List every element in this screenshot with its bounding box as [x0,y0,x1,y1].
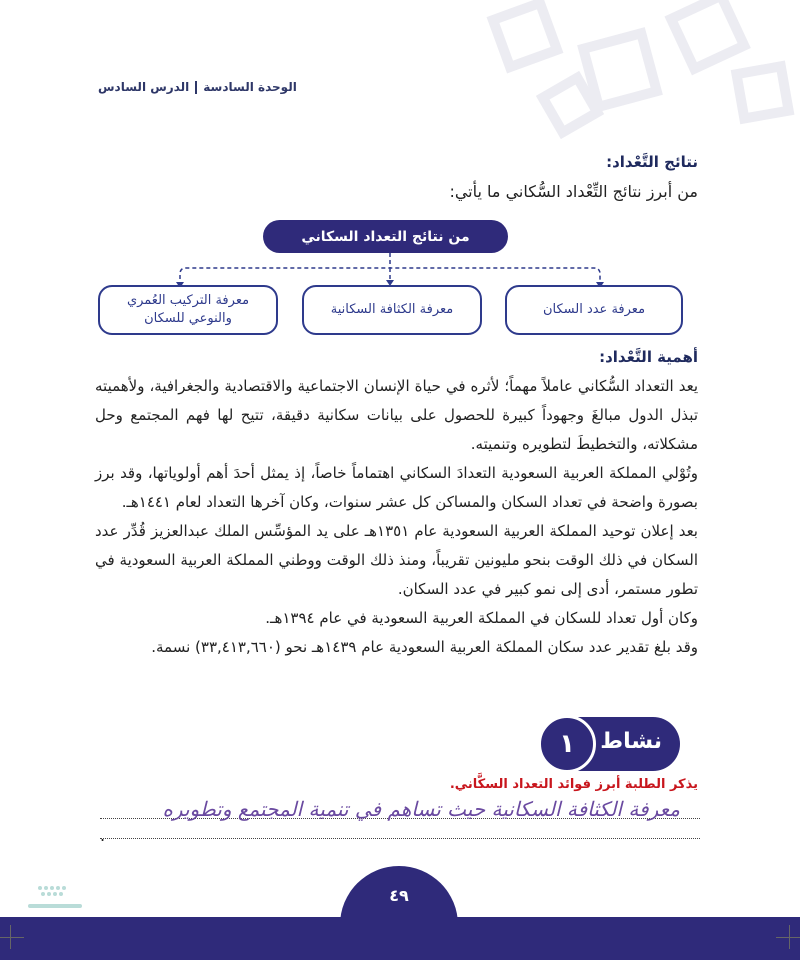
diagram-item-density: معرفة الكثافة السكانية [302,285,482,335]
ministry-logo-icon [20,880,90,920]
importance-body [95,372,698,662]
header-separator [195,81,197,94]
results-intro: من أبرز نتائج التِّعْداد السُّكاني ما يأتي: [449,182,698,201]
activity-task: يذكر الطلبة أبرز فوائد التعداد السكَّاني. [449,777,698,792]
crop-mark-left [0,937,24,938]
footer-bar [0,917,800,960]
paragraph-4: وكان أول تعداد للسكان في المملكة العربية السعودية في عام ١٣٩٤هـ. [265,609,698,627]
results-heading: نتائج التَّعْداد: [606,153,698,171]
activity-answer[interactable]: معرفة الكثافة السكانية حيث تساهم في تنمية المجتمع وتطويره [162,797,680,821]
paragraph-1: يعد التعداد السُّكاني عاملاً مهماً؛ لأثره في حياة الإنسان الاجتماعية والاقتصادية والجغرافية، ولأهميته تبذل الدول مبالغَ وجهوداً كبيرة للحصول على بيانات سكانية دقيقة، تتيح لها فهم المجتمع وحل مشكلاته، والتخطيطَ لتطويره وتنميته. [95,377,698,453]
paragraph-3: بعد إعلان توحيد المملكة العربية السعودية عام ١٣٥١هـ على يد المؤسِّس الملك عبدالعزيز قُدِّر عدد السكان في ذلك الوقت بنحو مليونين تقريباً، ومنذ ذلك الوقت ووطني المملكة العربية السعودية في تطور مستمر، أدى إلى نمو كبير في عدد السكان. [95,522,698,598]
crop-mark-right [776,937,800,938]
paragraph-2: وتُوْلي المملكة العربية السعودية التعدادَ السكاني اهتماماً خاصاً، إذ يمثل أحدَ أهم أولوياتها، وقد برز بصورة واضحة في تعداد السكان والمساكن كل عشر سنوات، وكان آخرها التعداد لعام ١٤٤١هـ. [95,464,698,511]
lesson-title: الدرس السادس [98,80,190,94]
activity-number: ١ [538,715,596,773]
diagram-root: من نتائج التعداد السكاني [263,220,508,253]
crop-mark-right-vertical [789,925,790,949]
activity-badge [540,717,680,771]
page-header [98,80,297,94]
crop-mark-left-vertical [10,925,11,949]
activity-label: نشاط [600,729,662,754]
unit-title: الوحدة السادسة [203,80,297,94]
answer-line-2 [100,838,700,839]
paragraph-5: وقد بلغ تقدير عدد سكان المملكة العربية السعودية عام ١٤٣٩هـ نحو (٣٣,٤١٣,٦٦٠) نسمة. [151,638,698,656]
decorative-background-squares [440,0,800,140]
diagram-item-population-count: معرفة عدد السكان [505,285,683,335]
answer-end-dot: . [100,826,106,845]
page-number: ٤٩ [389,886,409,905]
diagram-item-age-gender-structure: معرفة التركيب العُمري والنوعي للسكان [98,285,278,335]
importance-heading: أهمية التَّعْداد: [599,348,698,366]
